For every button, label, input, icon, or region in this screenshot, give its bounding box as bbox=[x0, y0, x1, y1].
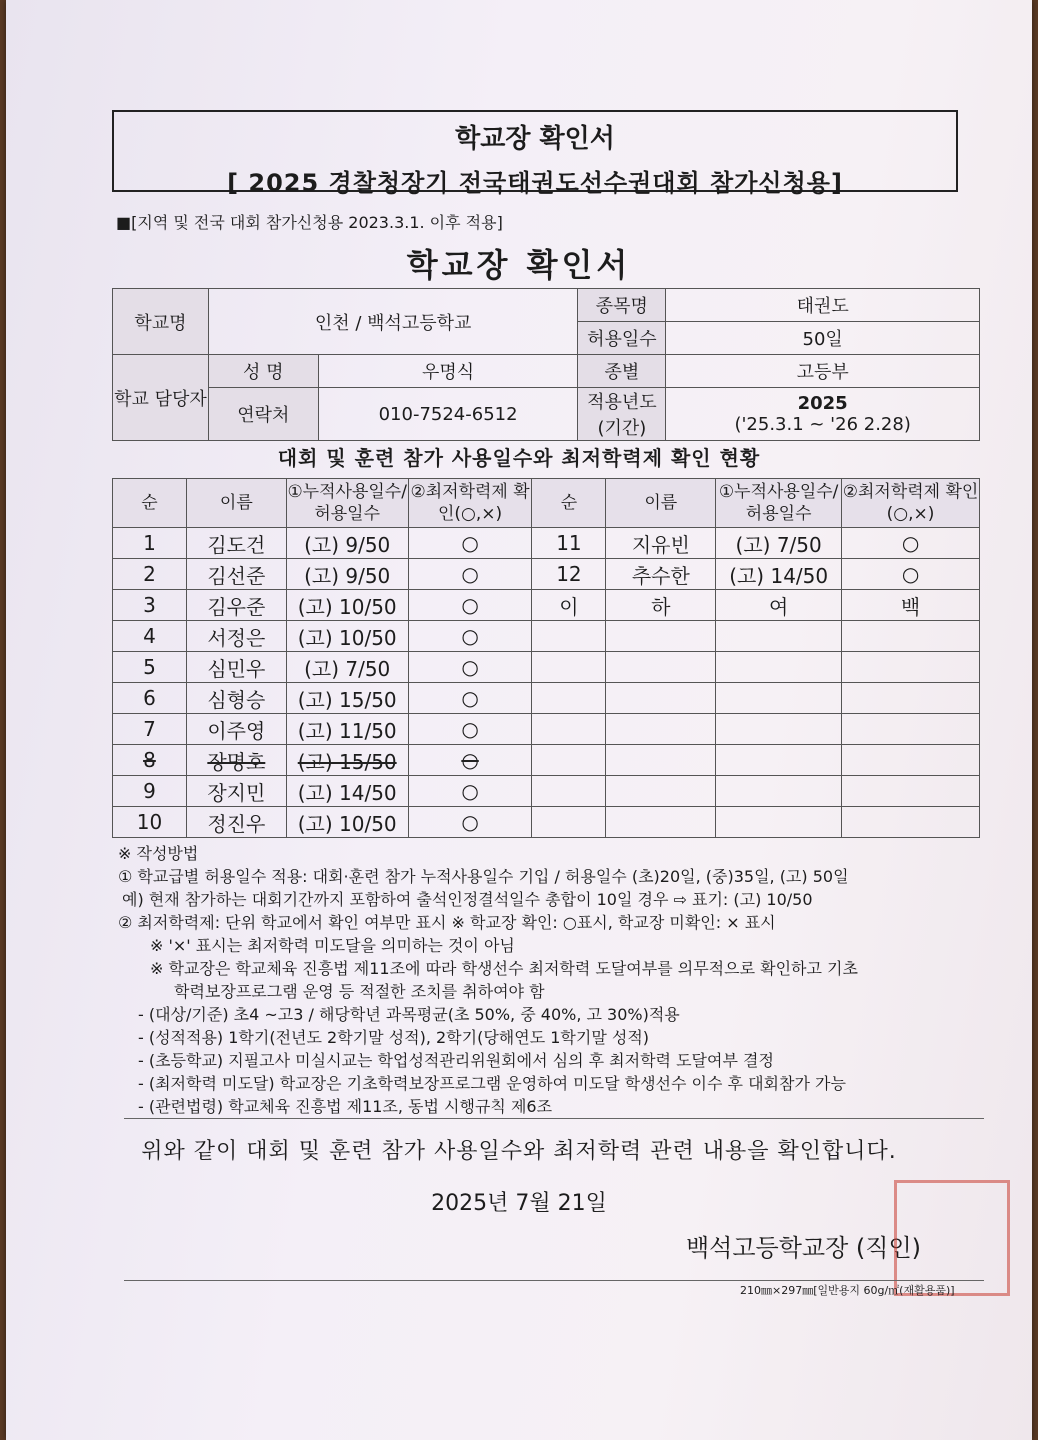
allowed-label: 허용일수 bbox=[578, 322, 666, 355]
year-label: 적용년도 (기간) bbox=[578, 388, 666, 441]
row-days-right bbox=[716, 745, 842, 776]
row-check-right bbox=[842, 776, 980, 807]
row-name-right bbox=[606, 621, 716, 652]
row-days-right bbox=[716, 652, 842, 683]
row-days: (고) 9/50 bbox=[286, 528, 408, 559]
row-days-right bbox=[716, 621, 842, 652]
row-days: (고) 9/50 bbox=[286, 559, 408, 590]
principal-signature: 백석고등학교장 (직인) bbox=[686, 1234, 922, 1262]
row-no: 4 bbox=[113, 621, 187, 652]
header-name-2: 이름 bbox=[606, 479, 716, 528]
row-no-right bbox=[532, 652, 606, 683]
row-check: ○ bbox=[408, 652, 532, 683]
confirm-statement: 위와 같이 대회 및 훈련 참가 사용일수와 최저학력 관련 내용을 확인합니다. bbox=[141, 1139, 897, 1164]
roster-row bbox=[113, 621, 980, 652]
allowed-value: 50일 bbox=[666, 322, 980, 355]
instruction-line: ② 최저학력제: 단위 학교에서 확인 여부만 표시 ※ 학교장 확인: ○표시, 학교장 미확인: × 표시 bbox=[118, 913, 776, 932]
school-label: 학교명 bbox=[113, 289, 209, 355]
row-name: 김우준 bbox=[186, 590, 286, 621]
contact-value: 010-7524-6512 bbox=[318, 388, 578, 441]
applies-note: ■[지역 및 전국 대회 참가신청용 2023.3.1. 이후 적용] bbox=[116, 213, 503, 232]
row-no: 1 bbox=[113, 528, 187, 559]
row-name-right bbox=[606, 683, 716, 714]
row-no-right bbox=[532, 776, 606, 807]
row-check-right bbox=[842, 714, 980, 745]
row-check-right bbox=[842, 683, 980, 714]
row-days-right bbox=[716, 776, 842, 807]
info-table bbox=[112, 288, 980, 441]
document-page bbox=[6, 0, 1032, 1440]
row-days-right: 여 bbox=[716, 590, 842, 621]
roster-row bbox=[113, 683, 980, 714]
instruction-line: - (대상/기준) 초4 ~고3 / 해당학년 과목평균(초 50%, 중 40%, 고 30%)적용 bbox=[138, 1005, 680, 1024]
row-check-right bbox=[842, 807, 980, 838]
instruction-line: - (관련법령) 학교체육 진흥법 제11조, 동법 시행규칙 제6조 bbox=[138, 1097, 553, 1116]
row-days: (고) 10/50 bbox=[286, 621, 408, 652]
row-days-right bbox=[716, 714, 842, 745]
paper-spec: 210㎜×297㎜[일반용지 60g/㎡(재활용품)] bbox=[740, 1284, 955, 1297]
roster-row bbox=[113, 590, 980, 621]
instruction-line: - (최저학력 미도달) 학교장은 기초학력보장프로그램 운영하여 미도달 학생선수 이수 후 대회참가 가능 bbox=[138, 1074, 846, 1093]
row-check: ○ bbox=[408, 528, 532, 559]
row-name: 서정은 bbox=[186, 621, 286, 652]
row-no-right bbox=[532, 683, 606, 714]
row-check-right: ○ bbox=[842, 559, 980, 590]
name-label: 성 명 bbox=[208, 355, 318, 388]
roster-row bbox=[113, 652, 980, 683]
header-days-2: ①누적사용일수/허용일수 bbox=[716, 479, 842, 528]
header-no: 순 bbox=[113, 479, 187, 528]
roster-row bbox=[113, 807, 980, 838]
row-days: (고) 7/50 bbox=[286, 652, 408, 683]
row-name-right bbox=[606, 807, 716, 838]
row-no: 3 bbox=[113, 590, 187, 621]
instruction-line: ※ '×' 표시는 최저학력 미도달을 의미하는 것이 아님 bbox=[150, 936, 515, 955]
roster-header-row bbox=[113, 479, 980, 528]
instructions bbox=[118, 842, 998, 1118]
row-no-right: 12 bbox=[532, 559, 606, 590]
header-subtitle: [ 2025 경찰청장기 전국태권도선수권대회 참가신청용] bbox=[227, 169, 843, 197]
row-check: ○ bbox=[408, 714, 532, 745]
row-no-right: 이 bbox=[532, 590, 606, 621]
header-title: 학교장 확인서 bbox=[455, 124, 615, 154]
row-check: ○ bbox=[408, 683, 532, 714]
official-seal-icon bbox=[894, 1180, 1010, 1296]
row-check: ○ bbox=[408, 745, 532, 776]
row-check-right bbox=[842, 745, 980, 776]
roster-title: 대회 및 훈련 참가 사용일수와 최저학력제 확인 현황 bbox=[277, 446, 761, 470]
row-days: (고) 14/50 bbox=[286, 776, 408, 807]
issue-date: 2025년 7월 21일 bbox=[431, 1191, 607, 1216]
instruction-line: - (성적적용) 1학기(전년도 2학기말 성적), 2학기(당해연도 1학기말 성적) bbox=[138, 1028, 650, 1047]
divider bbox=[124, 1118, 984, 1119]
header-days: ①누적사용일수/허용일수 bbox=[286, 479, 408, 528]
row-no: 10 bbox=[113, 807, 187, 838]
manager-label: 학교 담당자 bbox=[113, 355, 209, 441]
row-check: ○ bbox=[408, 776, 532, 807]
contact-label: 연락처 bbox=[208, 388, 318, 441]
name-value: 우명식 bbox=[318, 355, 578, 388]
row-name: 심형승 bbox=[186, 683, 286, 714]
year-cell bbox=[666, 388, 980, 441]
roster-row bbox=[113, 559, 980, 590]
header-check: ②최저학력제 확인(○,×) bbox=[408, 479, 532, 528]
footer-divider bbox=[124, 1280, 984, 1281]
roster-row bbox=[113, 528, 980, 559]
row-check-right: ○ bbox=[842, 528, 980, 559]
row-no: 7 bbox=[113, 714, 187, 745]
year-value: 2025 bbox=[797, 393, 848, 414]
roster-row bbox=[113, 745, 980, 776]
row-no-right bbox=[532, 807, 606, 838]
row-name: 장지민 bbox=[186, 776, 286, 807]
row-no: 5 bbox=[113, 652, 187, 683]
header-check-2: ②최저학력제 확인(○,×) bbox=[842, 479, 980, 528]
row-name: 심민우 bbox=[186, 652, 286, 683]
roster-row bbox=[113, 714, 980, 745]
instruction-line: - (초등학교) 지필고사 미실시교는 학업성적관리위원회에서 심의 후 최저학력 도달여부 결정 bbox=[138, 1051, 774, 1070]
row-no-right bbox=[532, 714, 606, 745]
main-title: 학교장 확인서 bbox=[406, 246, 632, 284]
row-name-right: 하 bbox=[606, 590, 716, 621]
header-box bbox=[112, 110, 958, 197]
row-days: (고) 11/50 bbox=[286, 714, 408, 745]
row-no-right bbox=[532, 745, 606, 776]
row-name: 김도건 bbox=[186, 528, 286, 559]
row-name-right bbox=[606, 776, 716, 807]
row-days-right: (고) 7/50 bbox=[716, 528, 842, 559]
row-name-right: 추수한 bbox=[606, 559, 716, 590]
row-name: 장명호 bbox=[186, 745, 286, 776]
period-value: ('25.3.1 ~ '26 2.28) bbox=[734, 414, 911, 435]
division-value: 고등부 bbox=[666, 355, 980, 388]
row-no: 6 bbox=[113, 683, 187, 714]
row-check-right: 백 bbox=[842, 590, 980, 621]
instruction-line: 예) 현재 참가하는 대회기간까지 포함하여 출석인정결석일수 총합이 10일 경우 ⇨ 표기: (고) 10/50 bbox=[122, 890, 813, 909]
row-check: ○ bbox=[408, 559, 532, 590]
row-days-right: (고) 14/50 bbox=[716, 559, 842, 590]
row-days: (고) 10/50 bbox=[286, 590, 408, 621]
row-check: ○ bbox=[408, 807, 532, 838]
row-no-right bbox=[532, 621, 606, 652]
instruction-line: ※ 학교장은 학교체육 진흥법 제11조에 따라 학생선수 최저학력 도달여부를 의무적으로 확인하고 기초 bbox=[150, 959, 858, 978]
row-no: 8 bbox=[113, 745, 187, 776]
instruction-line: ※ 작성방법 bbox=[118, 844, 199, 863]
row-days-right bbox=[716, 683, 842, 714]
row-name: 김선준 bbox=[186, 559, 286, 590]
header-name: 이름 bbox=[186, 479, 286, 528]
row-no: 9 bbox=[113, 776, 187, 807]
row-name-right: 지유빈 bbox=[606, 528, 716, 559]
row-name-right bbox=[606, 745, 716, 776]
row-no: 2 bbox=[113, 559, 187, 590]
roster-row bbox=[113, 776, 980, 807]
row-check-right bbox=[842, 652, 980, 683]
row-name: 정진우 bbox=[186, 807, 286, 838]
sport-value: 태권도 bbox=[666, 289, 980, 322]
header-no-2: 순 bbox=[532, 479, 606, 528]
row-name-right bbox=[606, 652, 716, 683]
sport-label: 종목명 bbox=[578, 289, 666, 322]
row-days: (고) 15/50 bbox=[286, 745, 408, 776]
instruction-line: 학력보장프로그램 운영 등 적절한 조치를 취하여야 함 bbox=[174, 982, 545, 1001]
school-value: 인천 / 백석고등학교 bbox=[208, 289, 578, 355]
row-name: 이주영 bbox=[186, 714, 286, 745]
row-check: ○ bbox=[408, 621, 532, 652]
row-days: (고) 15/50 bbox=[286, 683, 408, 714]
row-days-right bbox=[716, 807, 842, 838]
row-name-right bbox=[606, 714, 716, 745]
instruction-line: ① 학교급별 허용일수 적용: 대회·훈련 참가 누적사용일수 기입 / 허용일수 (초)20일, (중)35일, (고) 50일 bbox=[118, 867, 849, 886]
division-label: 종별 bbox=[578, 355, 666, 388]
row-no-right: 11 bbox=[532, 528, 606, 559]
row-check: ○ bbox=[408, 590, 532, 621]
row-days: (고) 10/50 bbox=[286, 807, 408, 838]
roster-table bbox=[112, 478, 980, 838]
row-check-right bbox=[842, 621, 980, 652]
